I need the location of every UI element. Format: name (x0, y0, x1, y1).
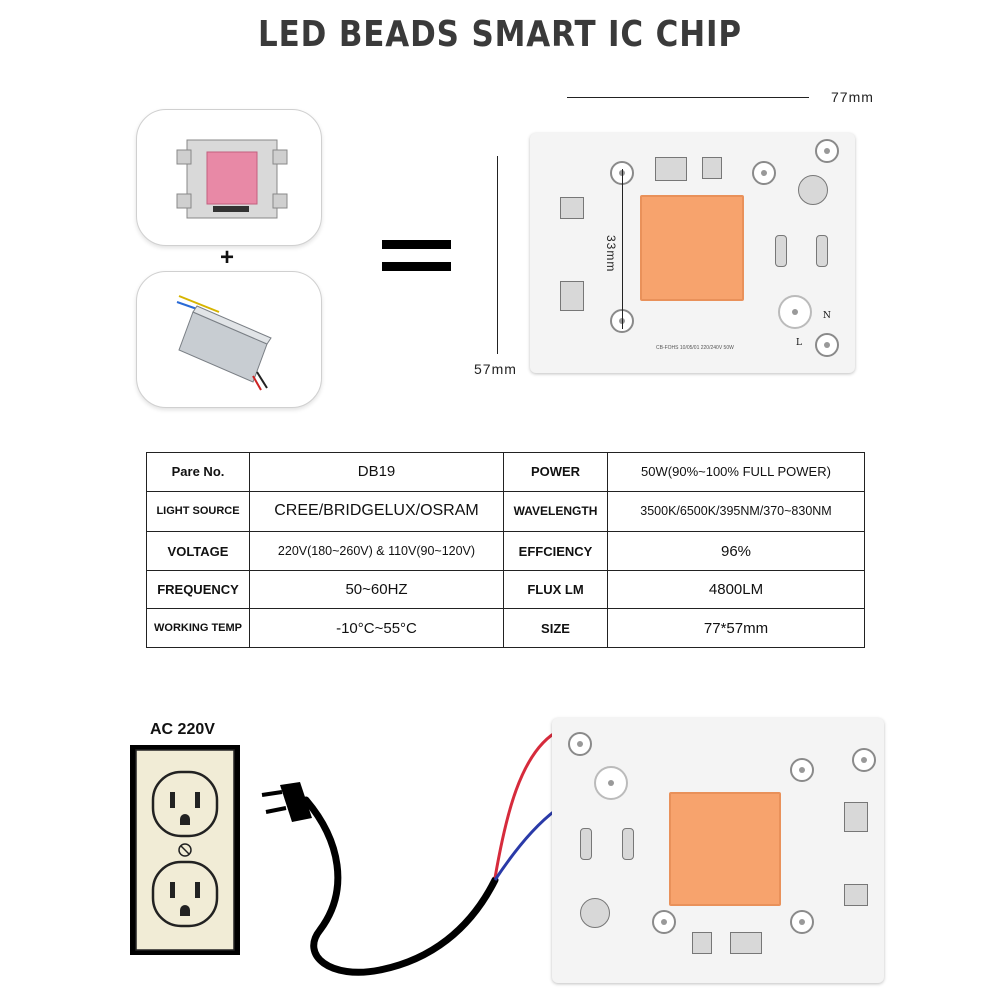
resistor-right-1 (775, 235, 787, 267)
component-small-top (702, 157, 722, 179)
spec-label: EFFCIENCY (504, 532, 608, 571)
resistor-b2 (622, 828, 634, 860)
spec-label: FREQUENCY (147, 570, 250, 609)
spec-label: FLUX LM (504, 570, 608, 609)
table-row (147, 609, 865, 648)
table-row (147, 532, 865, 571)
spec-value: 77*57mm (608, 609, 865, 648)
terminal-n-bottom (594, 766, 628, 800)
equals-sign-top (382, 240, 451, 249)
terminal-l-bottom (568, 732, 592, 756)
spec-value: 4800LM (608, 570, 865, 609)
led-chip-area (640, 195, 744, 301)
mount-hole-bottom-right (815, 333, 839, 357)
component-left-2 (560, 281, 584, 311)
chip-dimension-label: 33mm (604, 235, 618, 273)
led-chip-area-bottom (669, 792, 781, 906)
spec-label: WORKING TEMP (147, 609, 250, 648)
mount-hole-b2 (852, 748, 876, 772)
spec-label: VOLTAGE (147, 532, 250, 571)
led-board-bottom (552, 718, 884, 983)
spec-value: DB19 (250, 453, 504, 492)
plus-sign: + (220, 244, 235, 271)
board-code-text: CB-FOHS 10/05/01 220/240V 50W (656, 345, 734, 351)
spec-label: LIGHT SOURCE (147, 491, 250, 532)
ac-voltage-label: AC 220V (150, 721, 215, 738)
mount-hole-b1 (790, 758, 814, 782)
spec-value: 50~60HZ (250, 570, 504, 609)
component-left-1 (560, 197, 584, 219)
spec-label: WAVELENGTH (504, 491, 608, 532)
height-dimension-label: 57mm (474, 361, 517, 377)
spec-value: 96% (608, 532, 865, 571)
width-dimension-label: 77mm (831, 89, 874, 105)
spec-value: 50W(90%~100% FULL POWER) (608, 453, 865, 492)
component-b-right-2 (844, 884, 868, 906)
power-plug (262, 782, 495, 972)
width-dimension-line (567, 97, 809, 98)
wall-outlet (130, 745, 240, 955)
varistor-bottom (580, 898, 610, 928)
resistor-right-2 (816, 235, 828, 267)
cob-led-photo (136, 109, 322, 246)
height-dimension-line (497, 156, 498, 354)
board-label-n: N (823, 311, 831, 321)
spec-value: -10°C~55°C (250, 609, 504, 648)
component-b-bottom-2 (730, 932, 762, 954)
mount-hole-b4 (790, 910, 814, 934)
led-driver-image (137, 272, 321, 407)
resistor-b1 (580, 828, 592, 860)
component-b-bottom-1 (692, 932, 712, 954)
spec-value: 3500K/6500K/395NM/370~830NM (608, 491, 865, 532)
spec-table (146, 452, 865, 648)
table-row (147, 453, 865, 492)
mount-hole-top-right (752, 161, 776, 185)
table-row (147, 570, 865, 609)
chip-dimension-line (622, 169, 623, 329)
mount-hole-right (815, 139, 839, 163)
board-label-l: L (796, 338, 802, 348)
led-board-top (530, 133, 855, 373)
component-switch-top (655, 157, 687, 181)
varistor (798, 175, 828, 205)
mount-hole-b3 (652, 910, 676, 934)
component-b-right-1 (844, 802, 868, 832)
page-title: LED BEADS SMART IC CHIP (258, 14, 742, 55)
spec-value: 220V(180~260V) & 110V(90~120V) (250, 532, 504, 571)
equals-sign-bottom (382, 262, 451, 271)
table-row (147, 491, 865, 532)
driver-photo (136, 271, 322, 408)
cob-led-image (137, 110, 321, 245)
terminal-n (778, 295, 812, 329)
spec-label: SIZE (504, 609, 608, 648)
spec-value: CREE/BRIDGELUX/OSRAM (250, 491, 504, 532)
spec-label: Pare No. (147, 453, 250, 492)
spec-label: POWER (504, 453, 608, 492)
